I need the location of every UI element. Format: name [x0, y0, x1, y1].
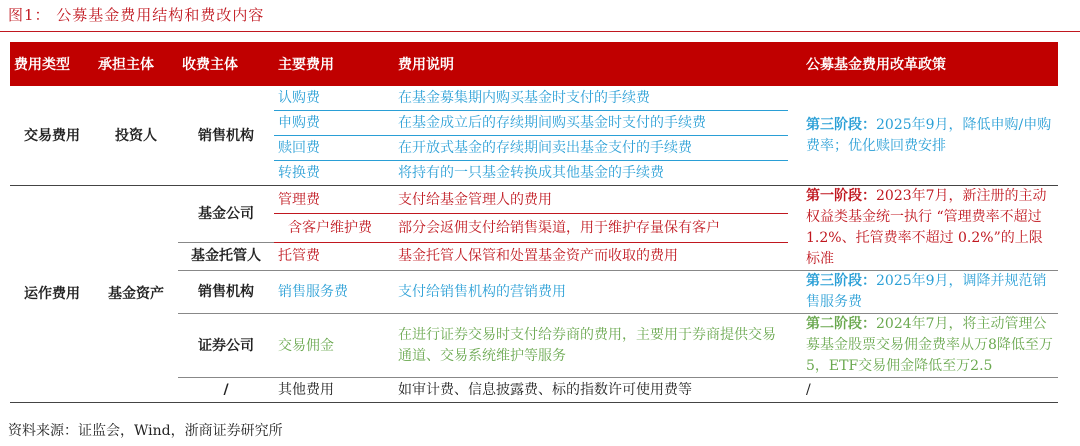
table-header-row [10, 42, 1058, 86]
header-fee-type: 费用类型 [10, 42, 94, 86]
fee-name: 认购费 [274, 86, 394, 111]
fee-name: 托管费 [274, 242, 394, 270]
broker-cell: 证券公司 [178, 314, 274, 378]
policy-text: 2025年9月，降低申购/申购费率；优化赎回费安排 [806, 116, 1052, 154]
fee-desc: 如审计费、信息披露费、标的指数许可使用费等 [394, 378, 788, 403]
header-payer: 承担主体 [94, 42, 178, 86]
trade-payer-cell: 投资人 [94, 86, 178, 186]
figure-title: 图1： 公募基金费用结构和费改内容 [8, 6, 265, 24]
fee-desc: 支付给销售机构的营销费用 [394, 271, 788, 314]
fee-name: 申购费 [274, 111, 394, 136]
header-main-fee: 主要费用 [274, 42, 394, 86]
source-note: 资料来源：证监会，Wind，浙商证券研究所 [8, 423, 283, 439]
trade-collector-cell: 销售机构 [178, 86, 274, 186]
fee-desc: 在进行证券交易时支付给券商的费用，主要用于券商提供交易通道、交易系统维护等服务 [394, 314, 788, 378]
table-row [10, 86, 1058, 111]
fund-company-cell: 基金公司 [178, 186, 274, 243]
policy-text: 2023年7月，新注册的主动权益类基金统一执行 “管理费率不超过 1.2%、托管费率不超过 0.2%”的上限标准 [806, 188, 1047, 267]
fee-desc: 在开放式基金的存续期间卖出基金支付的手续费 [394, 136, 788, 161]
policy-stage: 第三阶段： [806, 116, 876, 133]
fee-desc: 将持有的一只基金转换成其他基金的手续费 [394, 161, 788, 186]
trade-policy-cell [788, 86, 1058, 186]
title-divider [0, 31, 1080, 32]
fee-desc: 基金托管人保管和处置基金资产而收取的费用 [394, 242, 788, 270]
fee-desc: 在基金成立后的存续期间购买基金时支付的手续费 [394, 111, 788, 136]
header-fee-desc: 费用说明 [394, 42, 788, 86]
fee-name: 赎回费 [274, 136, 394, 161]
other-collector-cell: / [178, 378, 274, 403]
fee-name: 交易佣金 [274, 314, 394, 378]
custodian-cell: 基金托管人 [178, 242, 274, 270]
policy3-cell [788, 271, 1058, 314]
fee-structure-table [10, 42, 1058, 403]
policy2-cell [788, 314, 1058, 378]
policy-text: 2025年9月，调降并规范销售服务费 [806, 273, 1047, 310]
header-collector: 收费主体 [178, 42, 274, 86]
policy-text: 2024年7月，将主动管理公募基金股票交易佣金费率从万8降低至万5，ETF交易佣金降低至万2.5 [806, 316, 1053, 374]
other-policy-cell: / [788, 378, 1058, 403]
fee-desc: 在基金募集期内购买基金时支付的手续费 [394, 86, 788, 111]
table-row [10, 186, 1058, 214]
sales-org-cell: 销售机构 [178, 271, 274, 314]
fee-name: 其他费用 [274, 378, 394, 403]
fee-desc: 部分会返佣支付给销售渠道，用于维护存量保有客户 [394, 214, 788, 242]
op-payer-cell: 基金资产 [94, 186, 178, 403]
policy-stage: 第二阶段： [806, 316, 876, 332]
fee-desc: 支付给基金管理人的费用 [394, 186, 788, 214]
fee-name: 销售服务费 [274, 271, 394, 314]
fee-name-sub: 含客户维护费 [274, 214, 394, 242]
policy1-cell [788, 186, 1058, 271]
header-policy: 公募基金费用改革政策 [788, 42, 1058, 86]
policy-stage: 第三阶段： [806, 273, 876, 289]
op-type-cell: 运作费用 [10, 186, 94, 403]
fee-name: 管理费 [274, 186, 394, 214]
trade-type-cell: 交易费用 [10, 86, 94, 186]
policy-stage: 第一阶段： [806, 188, 876, 204]
fee-name: 转换费 [274, 161, 394, 186]
